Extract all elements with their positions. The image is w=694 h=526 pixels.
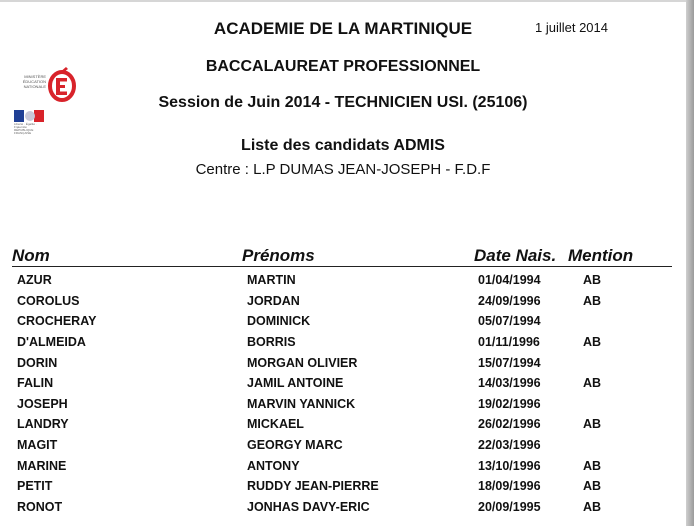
academy-title: ACADEMIE DE LA MARTINIQUE	[213, 19, 473, 38]
cell-nom: MARINE	[17, 459, 67, 473]
print-date: 1 juillet 2014	[535, 20, 608, 35]
list-title: Liste des candidats ADMIS	[241, 137, 445, 154]
cell-nom: MAGIT	[17, 438, 58, 452]
cell-nom: JOSEPH	[17, 397, 68, 411]
session-title: Session de Juin 2014 - TECHNICIEN USI. (25106)	[158, 94, 528, 111]
cell-nom: AZUR	[17, 273, 52, 287]
cell-mention: AB	[583, 417, 602, 431]
table-row	[0, 376, 686, 396]
cell-date: 26/02/1996	[478, 417, 541, 431]
cell-prenoms: MICKAEL	[247, 417, 304, 431]
cell-date: 13/10/1996	[478, 459, 541, 473]
logo-motto-line: Liberté · Égalité · Fraternité	[14, 122, 37, 129]
column-header-date: Date Nais.	[474, 246, 557, 265]
cell-nom: RONOT	[17, 500, 63, 514]
cell-prenoms: GEORGY MARC	[247, 438, 343, 452]
cell-nom: CROCHERAY	[17, 314, 97, 328]
table-row	[0, 438, 686, 458]
viewer-scroll-edge[interactable]	[686, 0, 694, 526]
cell-date: 24/09/1996	[478, 294, 541, 308]
cell-mention: AB	[583, 500, 602, 514]
logo-line: MINISTÈRE	[24, 74, 46, 79]
table-row	[0, 356, 686, 376]
cell-nom: PETIT	[17, 479, 53, 493]
page-top-edge	[0, 0, 686, 2]
table-row	[0, 500, 686, 520]
cell-prenoms: ANTONY	[247, 459, 300, 473]
cell-prenoms: MARVIN YANNICK	[247, 397, 356, 411]
cell-prenoms: MORGAN OLIVIER	[247, 356, 358, 370]
cell-mention: AB	[583, 376, 602, 390]
cell-prenoms: BORRIS	[247, 335, 296, 349]
cell-date: 22/03/1996	[478, 438, 541, 452]
table-row	[0, 314, 686, 334]
cell-mention: AB	[583, 459, 602, 473]
table-row	[0, 479, 686, 499]
cell-date: 18/09/1996	[478, 479, 541, 493]
logo-ministry-text	[14, 74, 46, 89]
cell-prenoms: JONHAS DAVY-ERIC	[247, 500, 370, 514]
cell-nom: D'ALMEIDA	[17, 335, 86, 349]
table-row	[0, 273, 686, 293]
cell-mention: AB	[583, 479, 602, 493]
cell-date: 05/07/1994	[478, 314, 541, 328]
cell-date: 01/11/1996	[478, 335, 540, 349]
cell-prenoms: MARTIN	[247, 273, 296, 287]
cell-date: 19/02/1996	[478, 397, 541, 411]
column-header-prenoms: Prénoms	[242, 246, 315, 265]
logo-motto	[14, 123, 48, 135]
cell-prenoms: DOMINICK	[247, 314, 311, 328]
logo-line: ÉDUCATION	[22, 79, 46, 84]
cell-prenoms: JORDAN	[247, 294, 300, 308]
cell-mention: AB	[583, 294, 602, 308]
cell-mention: AB	[583, 335, 602, 349]
cell-date: 14/03/1996	[478, 376, 541, 390]
cell-mention: AB	[583, 273, 602, 287]
cell-nom: DORIN	[17, 356, 58, 370]
logo-line: NATIONALE	[23, 84, 46, 89]
cell-prenoms: JAMIL ANTOINE	[247, 376, 344, 390]
table-row	[0, 417, 686, 437]
table-row	[0, 397, 686, 417]
table-row	[0, 459, 686, 479]
column-header-nom: Nom	[12, 246, 50, 265]
table-row	[0, 335, 686, 355]
cell-nom: FALIN	[17, 376, 54, 390]
cell-prenoms: RUDDY JEAN-PIERRE	[247, 479, 379, 493]
column-header-mention: Mention	[568, 246, 634, 265]
logo-republic-line: RÉPUBLIQUE FRANÇAISE	[14, 128, 34, 135]
table-row	[0, 294, 686, 314]
cell-date: 20/09/1995	[478, 500, 541, 514]
cell-date: 01/04/1994	[478, 273, 541, 287]
exam-title: BACCALAUREAT PROFESSIONNEL	[205, 58, 481, 75]
cell-nom: LANDRY	[17, 417, 69, 431]
centre-label: Centre : L.P DUMAS JEAN-JOSEPH - F.D.F	[195, 161, 491, 178]
cell-nom: COROLUS	[17, 294, 80, 308]
header-rule	[12, 266, 672, 267]
cell-date: 15/07/1994	[478, 356, 541, 370]
